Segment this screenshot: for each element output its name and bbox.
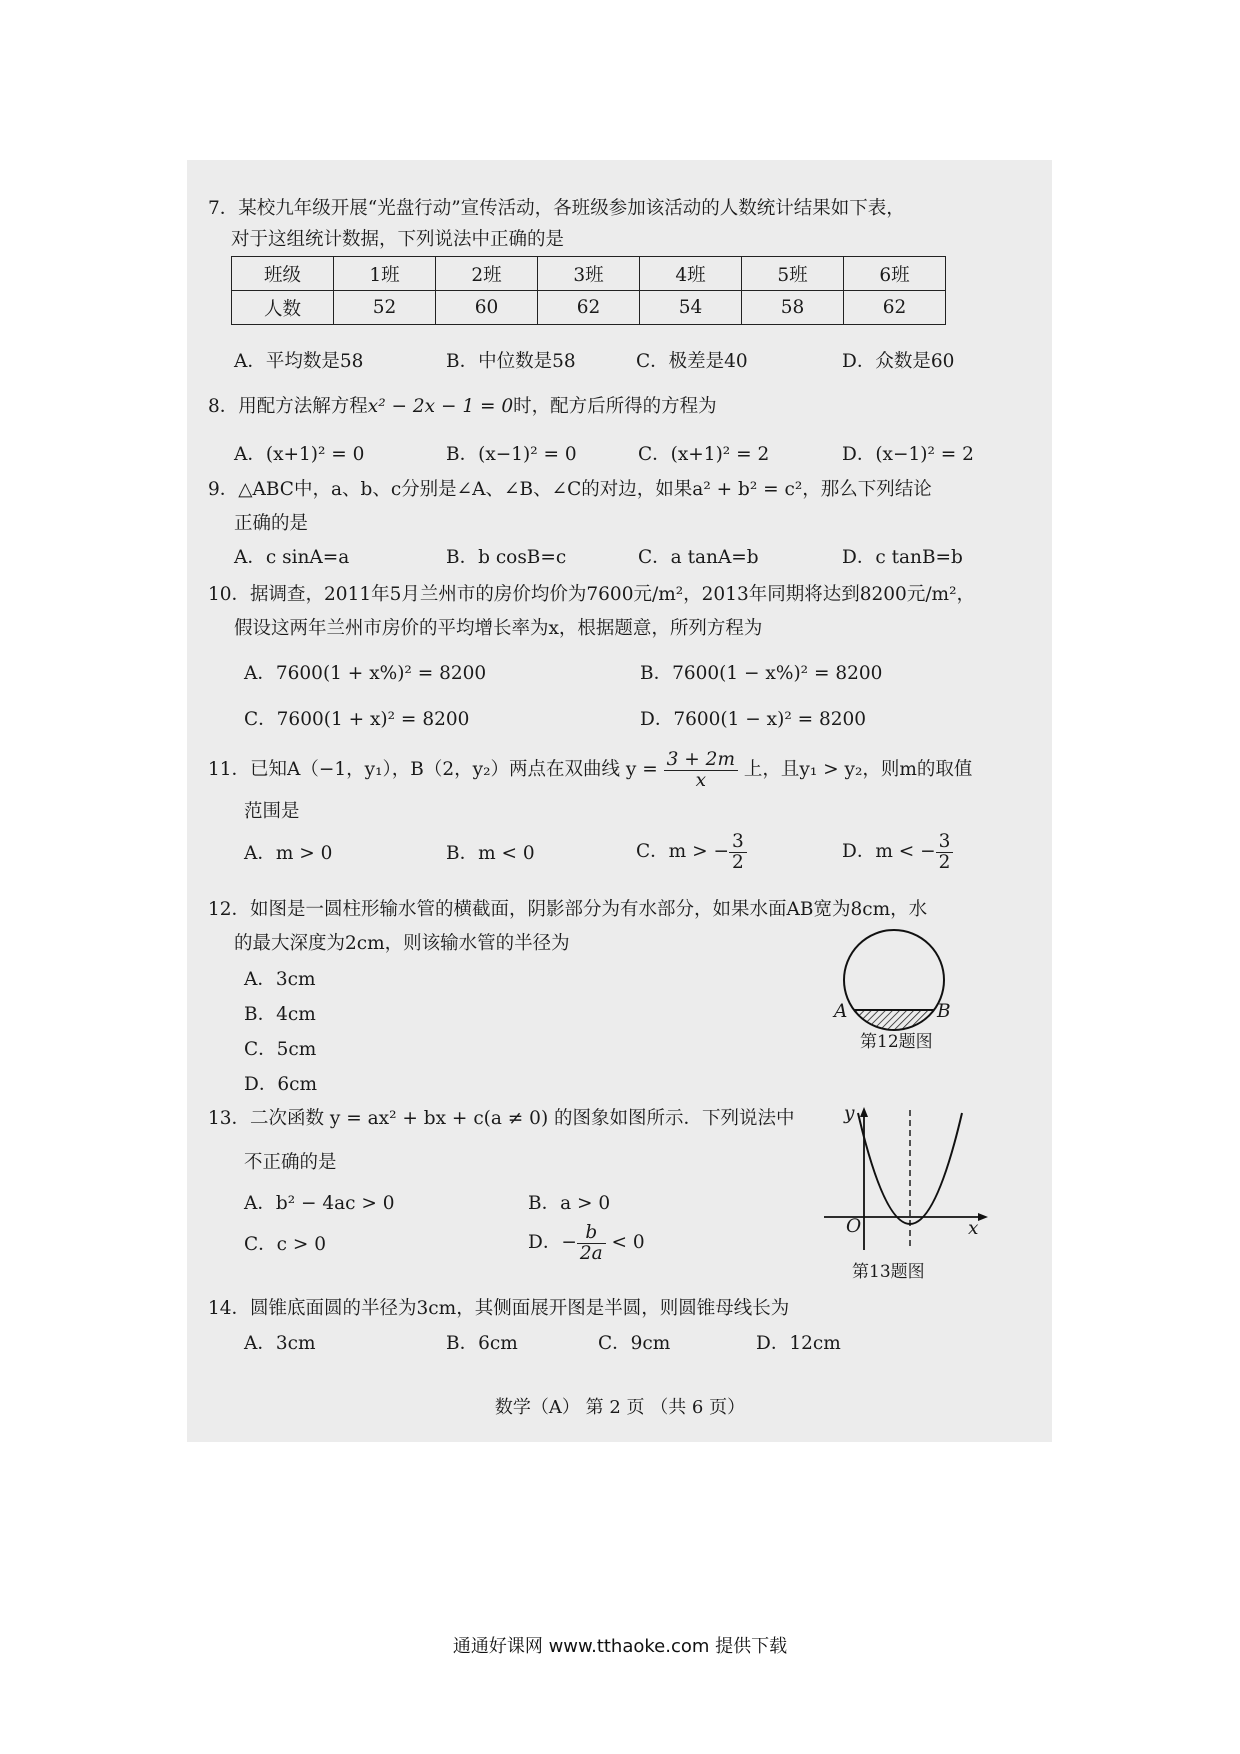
q7-option-b: B．中位数是58 xyxy=(446,351,576,372)
q7-option-d: D．众数是60 xyxy=(842,351,955,372)
q10-option-b: B．7600(1 − x%)² = 8200 xyxy=(640,663,883,684)
table-cell: 4班 xyxy=(640,257,742,291)
q13-option-d-suffix: < 0 xyxy=(611,1232,645,1253)
q9-option-b: B．b cosB=c xyxy=(446,547,567,568)
q12-stem-line2: 的最大深度为2cm，则该输水管的半径为 xyxy=(234,933,570,954)
table-cell: 52 xyxy=(334,291,436,325)
table-cell: 62 xyxy=(844,291,946,325)
q9-stem-line1: 9．△ABC中，a、b、c分别是∠A、∠B、∠C的对边，如果a² + b² = c²，那么下列结论 xyxy=(208,479,932,500)
page-footer: 数学（A） 第 2 页 （共 6 页） xyxy=(494,1397,746,1418)
q12-label-a: A xyxy=(834,1001,848,1022)
q8-stem-suffix: 时，配方后所得的方程为 xyxy=(513,396,717,417)
q11-fraction xyxy=(664,750,738,791)
q12-stem-line1: 12．如图是一圆柱形输水管的横截面，阴影部分为有水部分，如果水面AB宽为8cm，水 xyxy=(208,899,928,920)
q7-stem-line2: 对于这组统计数据，下列说法中正确的是 xyxy=(231,229,565,250)
y-axis-arrow xyxy=(860,1107,868,1117)
q13-option-d-den: 2a xyxy=(579,1242,603,1264)
q7-stats-table xyxy=(231,256,946,325)
q8-equation: x² − 2x − 1 = 0 xyxy=(367,396,514,417)
q11-option-c-text: C．m > − xyxy=(636,841,729,862)
q14-stem: 14．圆锥底面圆的半径为3cm，其侧面展开图是半圆，则圆锥母线长为 xyxy=(208,1298,790,1319)
q11-option-a: A．m > 0 xyxy=(244,843,333,864)
table-cell: 62 xyxy=(538,291,640,325)
q13-stem-line1: 13．二次函数 y = ax² + bx + c(a ≠ 0) 的图象如图所示．下列说法中 xyxy=(208,1108,795,1129)
q11-option-d-num: 3 xyxy=(936,832,954,853)
q13-option-c: C．c > 0 xyxy=(244,1234,327,1255)
q11-option-d-fraction xyxy=(936,832,954,873)
q8-option-d: D．(x−1)² = 2 xyxy=(842,444,974,465)
q8-stem-prefix: 8．用配方法解方程 xyxy=(208,396,368,417)
download-note: 通通好课网 www.tthaoke.com 提供下载 xyxy=(452,1636,788,1657)
q11-option-c-num: 3 xyxy=(729,832,747,853)
q13-stem-line2: 不正确的是 xyxy=(244,1152,337,1173)
q8-option-c: C．(x+1)² = 2 xyxy=(638,444,770,465)
q13-figure-caption: 第13题图 xyxy=(852,1262,925,1282)
q7-option-c: C．极差是40 xyxy=(636,351,748,372)
q11-option-b: B．m < 0 xyxy=(446,843,535,864)
q13-axis-x-label: x xyxy=(968,1218,979,1239)
q7-stem-line1: 7．某校九年级开展“光盘行动”宣传活动，各班级参加该活动的人数统计结果如下表， xyxy=(208,198,905,219)
q12-option-c: C．5cm xyxy=(244,1039,317,1060)
q11-stem-prefix: 11．已知A（−1，y₁），B（2，y₂）两点在双曲线 y = xyxy=(208,759,658,780)
q11-stem-line2: 范围是 xyxy=(244,801,300,822)
q13-axis-y-label: y xyxy=(844,1103,855,1124)
table-cell: 6班 xyxy=(844,257,946,291)
table-cell: 1班 xyxy=(334,257,436,291)
q10-option-c: C．7600(1 + x)² = 8200 xyxy=(244,709,470,730)
q13-option-d-fraction xyxy=(577,1223,606,1264)
q11-option-d xyxy=(842,830,953,874)
q8-option-a: A．(x+1)² = 0 xyxy=(234,444,365,465)
table-cell: 班级 xyxy=(232,257,334,291)
q11-frac-num: 3 + 2m xyxy=(664,750,738,771)
parabola-curve xyxy=(858,1113,962,1224)
q10-option-d: D．7600(1 − x)² = 8200 xyxy=(640,709,867,730)
q12-option-d: D．6cm xyxy=(244,1074,318,1095)
q7-option-a: A．平均数是58 xyxy=(234,351,364,372)
q9-stem-line2: 正确的是 xyxy=(234,513,309,534)
q9-option-a: A．c sinA=a xyxy=(234,547,350,568)
q12-label-b: B xyxy=(937,1001,951,1022)
q14-option-d: D．12cm xyxy=(756,1333,841,1354)
q8-option-b: B．(x−1)² = 0 xyxy=(446,444,577,465)
q12-option-b: B．4cm xyxy=(244,1004,316,1025)
table-row-values xyxy=(232,291,946,325)
q13-option-d-num: b xyxy=(577,1223,606,1244)
q11-frac-den: x xyxy=(695,769,707,791)
q11-option-c xyxy=(636,830,747,874)
q11-option-d-text: D．m < − xyxy=(842,841,936,862)
q10-option-a: A．7600(1 + x%)² = 8200 xyxy=(244,663,487,684)
table-cell: 54 xyxy=(640,291,742,325)
q9-option-c: C．a tanA=b xyxy=(638,547,759,568)
q14-option-c: C．9cm xyxy=(598,1333,671,1354)
q9-option-d: D．c tanB=b xyxy=(842,547,963,568)
q11-option-d-den: 2 xyxy=(938,851,951,873)
q11-stem xyxy=(208,748,972,792)
table-row-header xyxy=(232,257,946,291)
table-cell: 人数 xyxy=(232,291,334,325)
q11-stem-suffix: 上，且y₁ > y₂，则m的取值 xyxy=(743,759,973,780)
q11-option-c-fraction xyxy=(729,832,747,873)
table-cell: 2班 xyxy=(436,257,538,291)
q14-option-b: B．6cm xyxy=(446,1333,518,1354)
q13-option-d-text: D．− xyxy=(528,1232,577,1253)
table-cell: 58 xyxy=(742,291,844,325)
q10-stem-line1: 10．据调查，2011年5月兰州市的房价均价为7600元/m²，2013年同期将达到8200元/m²， xyxy=(208,584,976,605)
q13-option-d xyxy=(528,1221,645,1265)
q13-option-a: A．b² − 4ac > 0 xyxy=(244,1193,395,1214)
q10-stem-line2: 假设这两年兰州市房价的平均增长率为x，根据题意，所列方程为 xyxy=(234,618,763,639)
q13-option-b: B．a > 0 xyxy=(528,1193,611,1214)
q11-option-c-den: 2 xyxy=(731,851,744,873)
q12-figure-caption: 第12题图 xyxy=(860,1032,933,1052)
table-cell: 3班 xyxy=(538,257,640,291)
table-cell: 60 xyxy=(436,291,538,325)
x-axis-arrow xyxy=(978,1213,988,1221)
q13-origin-label: O xyxy=(846,1216,862,1237)
table-cell: 5班 xyxy=(742,257,844,291)
q12-option-a: A．3cm xyxy=(244,969,316,990)
q14-option-a: A．3cm xyxy=(244,1333,316,1354)
q8-stem xyxy=(208,395,717,419)
